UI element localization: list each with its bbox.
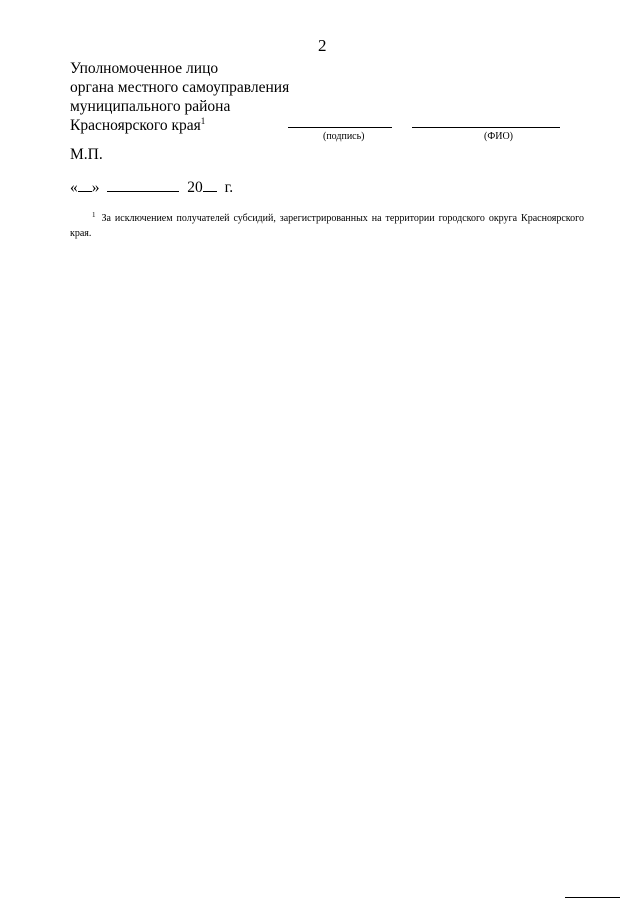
page-number: 2 xyxy=(318,36,327,55)
bottom-rule xyxy=(565,897,620,898)
year-suffix: г. xyxy=(224,179,234,196)
day-blank xyxy=(78,177,92,192)
date-open-quote: « xyxy=(70,179,78,196)
signature-caption: (подпись) xyxy=(323,131,365,142)
year-prefix: 20 xyxy=(187,179,203,196)
footnote-reference: 1 xyxy=(200,115,206,126)
footnote-mark: 1 xyxy=(92,210,96,219)
month-blank xyxy=(107,177,179,192)
signature-line xyxy=(288,127,392,128)
signer-block xyxy=(70,59,289,135)
signer-line-3: муниципального района xyxy=(70,98,231,115)
date-row xyxy=(70,177,233,197)
name-line xyxy=(412,127,560,128)
signer-line-4-text: Красноярского края xyxy=(70,117,201,134)
footnote-text: За исключением получателей субсидий, зарегистрированных на территории городского округа Красноярского края. xyxy=(70,213,584,239)
stamp-label: М.П. xyxy=(70,146,103,163)
name-caption: (ФИО) xyxy=(484,131,514,142)
year-blank xyxy=(203,177,217,192)
signer-line-1: Уполномоченное лицо xyxy=(70,60,219,77)
date-close-quote: » xyxy=(91,179,100,196)
signer-line-4 xyxy=(70,116,289,135)
signer-line-2: органа местного самоуправления xyxy=(70,79,290,96)
footnote xyxy=(70,211,584,241)
